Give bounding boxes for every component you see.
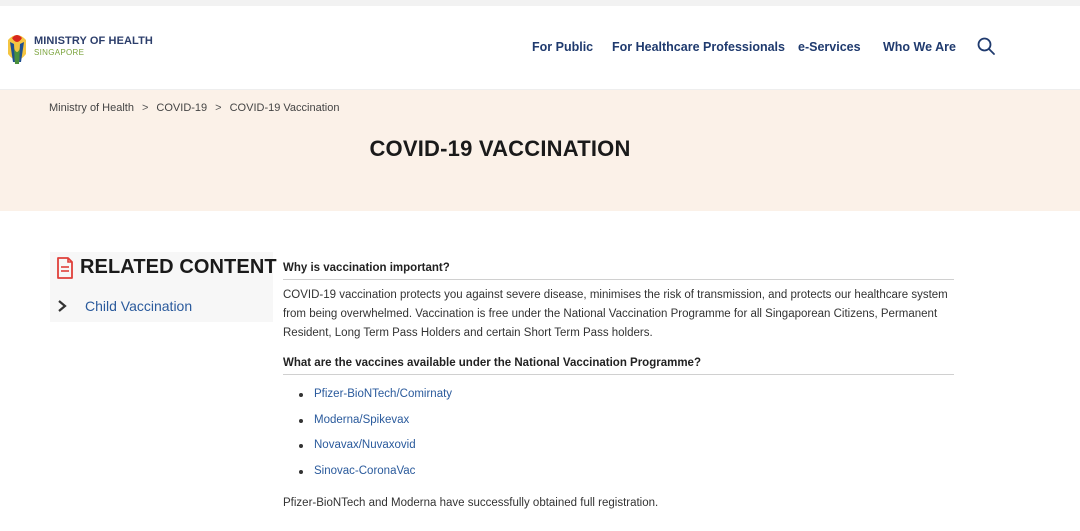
document-icon bbox=[56, 257, 74, 279]
nav-who-we-are[interactable]: Who We Are bbox=[883, 40, 956, 54]
sidebar-link-child-vaccination[interactable] bbox=[58, 298, 192, 314]
page-title: COVID-19 VACCINATION bbox=[369, 136, 631, 161]
vaccine-link-sinovac[interactable]: Sinovac-CoronaVac bbox=[299, 459, 954, 485]
vaccine-list bbox=[299, 382, 954, 484]
section-heading-why-vaccination: Why is vaccination important? bbox=[283, 262, 954, 280]
breadcrumb-covid-19[interactable]: COVID-19 bbox=[156, 102, 208, 114]
related-content-title: RELATED CONTENT bbox=[80, 256, 277, 278]
logo-subtitle: SINGAPORE bbox=[34, 48, 85, 57]
nav-for-healthcare-professionals[interactable]: For Healthcare Professionals bbox=[612, 40, 785, 54]
site-header bbox=[0, 6, 1080, 90]
chevron-right-icon bbox=[58, 300, 68, 312]
vaccine-link-pfizer[interactable]: Pfizer-BioNTech/Comirnaty bbox=[299, 382, 954, 408]
breadcrumb-ministry-of-health[interactable]: Ministry of Health bbox=[49, 102, 134, 114]
main-content bbox=[283, 262, 954, 513]
chevron-right-icon: > bbox=[141, 102, 149, 114]
sidebar-link-label: Child Vaccination bbox=[85, 298, 193, 314]
logo-title: MINISTRY OF HEALTH bbox=[34, 35, 153, 47]
related-content-header bbox=[56, 256, 277, 279]
nav-for-public[interactable]: For Public bbox=[532, 40, 594, 54]
related-content-panel bbox=[50, 252, 277, 322]
page-hero bbox=[0, 90, 1080, 211]
search-icon[interactable] bbox=[976, 36, 996, 56]
vaccine-link-moderna[interactable]: Moderna/Spikevax bbox=[299, 408, 954, 434]
nav-e-services[interactable]: e-Services bbox=[798, 40, 861, 54]
section-heading-available-vaccines: What are the vaccines available under the National Vaccination Programme? bbox=[283, 357, 954, 375]
chevron-right-icon: > bbox=[215, 102, 222, 114]
breadcrumb-covid-19-vaccination[interactable]: COVID-19 Vaccination bbox=[229, 102, 340, 114]
paragraph-vaccination-importance: COVID-19 vaccination protects you against severe disease, minimises the risk of transmission, and protects our healthcare system from being overwhelmed. Vaccination is free under the National Vaccination Programme for all Singaporean Citizens, Permanent Resident, Long Term Pass Holders and certain Short Term Pass holders. bbox=[283, 289, 948, 339]
paragraph-full-registration: Pfizer-BioNTech and Moderna have successfully obtained full registration. bbox=[283, 497, 659, 509]
vaccine-link-novavax[interactable]: Novavax/Nuvaxovid bbox=[299, 433, 954, 459]
main-nav bbox=[0, 40, 1080, 60]
breadcrumb bbox=[49, 102, 339, 114]
